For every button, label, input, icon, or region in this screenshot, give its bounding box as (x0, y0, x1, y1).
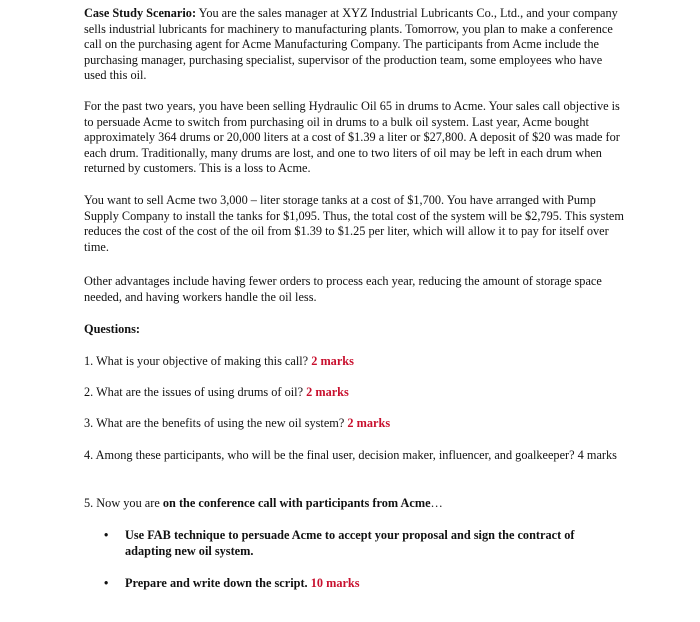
marks-badge: 2 marks (306, 385, 349, 399)
question-5: 5. Now you are on the conference call with participants from Acme… (84, 496, 443, 510)
scenario-paragraph (84, 6, 624, 84)
marks-badge: 10 marks (310, 576, 360, 590)
advantages-paragraph: Other advantages include having fewer orders to process each year, reducing the amount of storage space needed, and having workers handle the oil less. (84, 274, 602, 304)
marks-badge: 2 marks (311, 354, 354, 368)
bullet-item-fab: • Use FAB technique to persuade Acme to accept your proposal and sign the contract of adapting new oil system. (104, 528, 575, 558)
question-4: 4. Among these participants, who will be the final user, decision maker, influencer, and goalkeeper? 4 marks (84, 448, 617, 462)
question-2: 2. What are the issues of using drums of oil? 2 marks (84, 385, 349, 399)
bullet-item-script: • Prepare and write down the script. 10 marks (104, 576, 360, 590)
proposal-paragraph: You want to sell Acme two 3,000 – liter storage tanks at a cost of $1,700. You have arranged with Pump Supply Company to install the tanks for $1,095. Thus, the total cost of the system will be $2,795. This system reduces the cost of the cost of the oil from $1.39 to $1.25 per liter, which will allow it to pay for itself over time. (84, 193, 624, 254)
bullet-icon: • (104, 576, 109, 590)
scenario-label: Case Study Scenario: (84, 6, 197, 20)
scenario-text: You are the sales manager at XYZ Industrial Lubricants Co., Ltd., and your company sells industrial lubricants for machinery to manufacturing plants. Tomorrow, you plan to make a conference call on the purchasing agent for Acme Manufacturing Company. The participants from Acme include the purchasing manager, purchasing specialist, supervisor of the production team, some employees who have used this oil. (84, 6, 618, 83)
sales-history-paragraph: For the past two years, you have been selling Hydraulic Oil 65 in drums to Acme. Your sales call objective is to persuade Acme to switch from purchasing oil in drums to a bulk oil system. Last year, Acme bought approximately 364 drums or 20,000 liters at a cost of $1.39 a liter or $27,800. A deposit of $20 was made for each drum. Traditionally, many drums are lost, and one to two liters of oil may be left in each drum when returned by customers. This is a loss to Acme. (84, 99, 620, 176)
question-3: 3. What are the benefits of using the new oil system? 2 marks (84, 416, 391, 430)
questions-heading: Questions: (84, 322, 141, 336)
marks-badge: 2 marks (347, 416, 391, 430)
bullet-icon: • (104, 528, 109, 542)
question-1: 1. What is your objective of making this call? 2 marks (84, 354, 354, 368)
